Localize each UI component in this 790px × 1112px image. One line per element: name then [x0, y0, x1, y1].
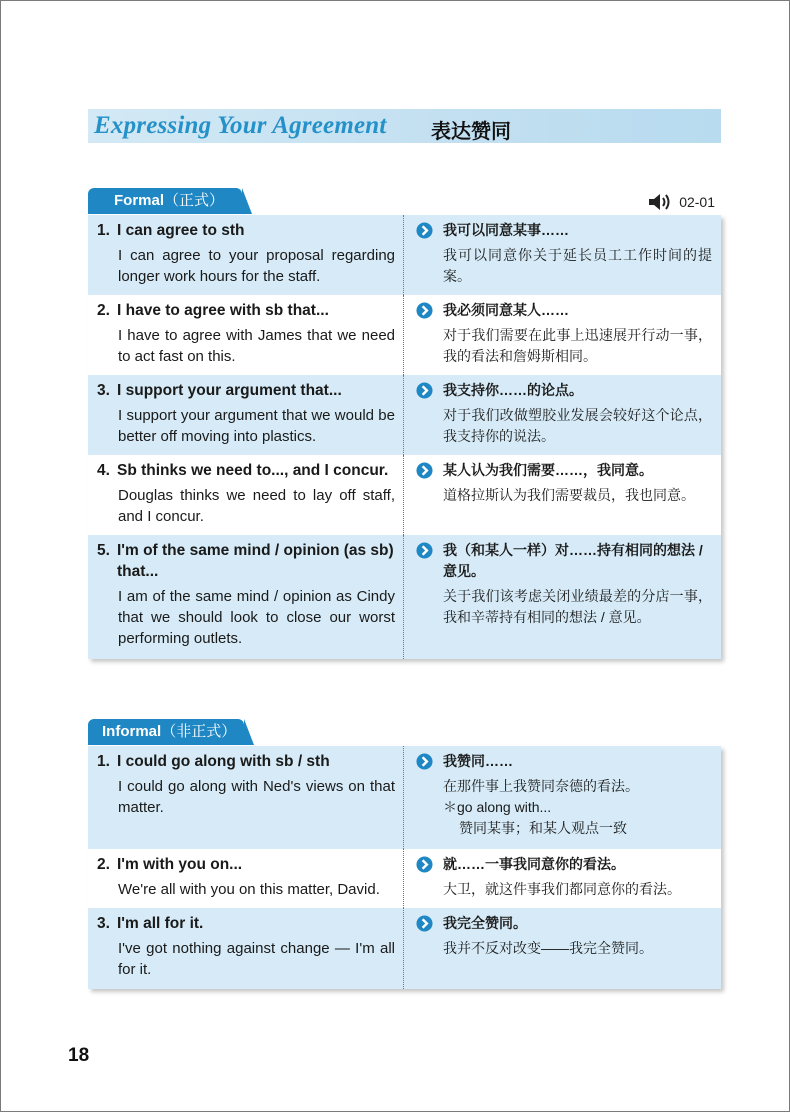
phrase-heading [97, 380, 395, 401]
translation-heading [416, 220, 712, 241]
translation-heading [416, 854, 712, 875]
phrase-text: I support your argument that... [117, 382, 342, 399]
column-divider [403, 215, 404, 295]
informal-tab-label-zh: （非正式） [161, 723, 237, 740]
translation-example: 我可以同意你关于延长员工工作时间的提案。 [443, 247, 712, 284]
phrase-text: I'm with you on... [117, 856, 243, 873]
vocab-note-term: ＊go along with... [443, 799, 552, 815]
phrase-example: I support your argument that we would be better off moving into plastics. [118, 407, 395, 445]
translation-heading-text: 我（和某人一样）对……持有相同的想法 / 意见。 [443, 542, 703, 579]
phrase-example: I've got nothing against change — I'm all for it. [118, 940, 395, 978]
arrow-circle-icon [416, 856, 433, 873]
phrase-example: I am of the same mind / opinion as Cindy that we should look to close our worst performing outlets. [118, 588, 395, 647]
translation-heading [416, 380, 712, 401]
phrase-text: Sb thinks we need to..., and I concur. [117, 462, 389, 479]
page-number: 18 [68, 1045, 90, 1066]
phrase-heading [97, 540, 395, 582]
informal-tab [88, 719, 244, 745]
column-divider [403, 535, 404, 659]
translation-heading [416, 460, 712, 481]
translation-example: 我并不反对改变——我完全赞同。 [443, 940, 653, 956]
translation-heading [416, 300, 712, 321]
arrow-circle-icon [416, 462, 433, 479]
title-english: Expressing Your Agreement [94, 112, 387, 139]
translation-heading-text: 某人认为我们需要……，我同意。 [443, 462, 653, 478]
column-divider [403, 849, 404, 908]
table-row [88, 849, 721, 908]
arrow-circle-icon [416, 753, 433, 770]
translation-example: 大卫，就这件事我们都同意你的看法。 [443, 881, 681, 897]
table-row [88, 908, 721, 989]
phrase-number: 2. [97, 856, 110, 873]
formal-tab [88, 188, 242, 214]
vocab-note-meaning: 赞同某事；和某人观点一致 [459, 820, 627, 836]
phrase-heading [97, 460, 395, 481]
title-chinese: 表达赞同 [431, 121, 511, 143]
phrase-example: Douglas thinks we need to lay off staff, and I concur. [118, 487, 395, 525]
translation-heading-text: 我必须同意某人…… [443, 302, 569, 318]
column-divider [403, 295, 404, 375]
table-row [88, 295, 721, 375]
phrase-number: 1. [97, 222, 110, 239]
translation-example: 关于我们该考虑关闭业绩最差的分店一事，我和辛蒂持有相同的想法 / 意见。 [443, 588, 712, 625]
table-row [88, 746, 721, 849]
translation-example: 道格拉斯认为我们需要裁员，我也同意。 [443, 487, 695, 503]
arrow-circle-icon [416, 302, 433, 319]
informal-table [88, 746, 721, 989]
translation-heading-text: 就……一事我同意你的看法。 [443, 856, 625, 872]
phrase-example: I can agree to your proposal regarding longer work hours for the staff. [118, 247, 395, 285]
arrow-circle-icon [416, 222, 433, 239]
phrase-example: We're all with you on this matter, David. [118, 881, 380, 898]
phrase-text: I'm of the same mind / opinion (as sb) that... [117, 542, 394, 580]
translation-example: 对于我们改做塑胶业发展会较好这个论点，我支持你的说法。 [443, 407, 712, 444]
phrase-example: I could go along with Ned's views on that matter. [118, 778, 395, 816]
translation-heading-text: 我支持你……的论点。 [443, 382, 583, 398]
audio-track[interactable] [648, 192, 715, 212]
formal-tab-label-zh: （正式） [164, 192, 225, 209]
phrase-number: 4. [97, 462, 110, 479]
translation-heading-text: 我可以同意某事…… [443, 222, 569, 238]
audio-track-number: 02-01 [679, 194, 715, 210]
translation-example: 对于我们需要在此事上迅速展开行动一事，我的看法和詹姆斯相同。 [443, 327, 712, 364]
column-divider [403, 455, 404, 535]
column-divider [403, 375, 404, 455]
table-row [88, 455, 721, 535]
translation-heading-text: 我完全赞同。 [443, 915, 527, 931]
column-divider [403, 746, 404, 849]
phrase-text: I'm all for it. [117, 915, 204, 932]
phrase-text: I can agree to sth [117, 222, 245, 239]
phrase-number: 3. [97, 915, 110, 932]
phrase-text: I have to agree with sb that... [117, 302, 329, 319]
table-row [88, 215, 721, 295]
translation-heading-text: 我赞同…… [443, 753, 513, 769]
phrase-text: I could go along with sb / sth [117, 753, 330, 770]
translation-heading [416, 913, 712, 934]
arrow-circle-icon [416, 542, 433, 559]
translation-heading [416, 540, 712, 582]
table-row [88, 535, 721, 659]
phrase-heading [97, 220, 395, 241]
phrase-number: 3. [97, 382, 110, 399]
phrase-heading [97, 854, 395, 875]
phrase-number: 5. [97, 542, 110, 559]
arrow-circle-icon [416, 382, 433, 399]
arrow-circle-icon [416, 915, 433, 932]
phrase-example: I have to agree with James that we need to act fast on this. [118, 327, 395, 365]
formal-tab-label: Formal [114, 192, 165, 209]
column-divider [403, 908, 404, 989]
formal-table [88, 215, 721, 659]
informal-tab-label: Informal [102, 723, 162, 740]
phrase-number: 1. [97, 753, 110, 770]
title-bar [88, 109, 721, 143]
translation-example: 在那件事上我赞同奈德的看法。 [443, 778, 639, 794]
speaker-icon [648, 192, 672, 212]
table-row [88, 375, 721, 455]
phrase-heading [97, 913, 395, 934]
phrase-number: 2. [97, 302, 110, 319]
phrase-heading [97, 300, 395, 321]
phrase-heading [97, 751, 395, 772]
translation-heading [416, 751, 712, 772]
